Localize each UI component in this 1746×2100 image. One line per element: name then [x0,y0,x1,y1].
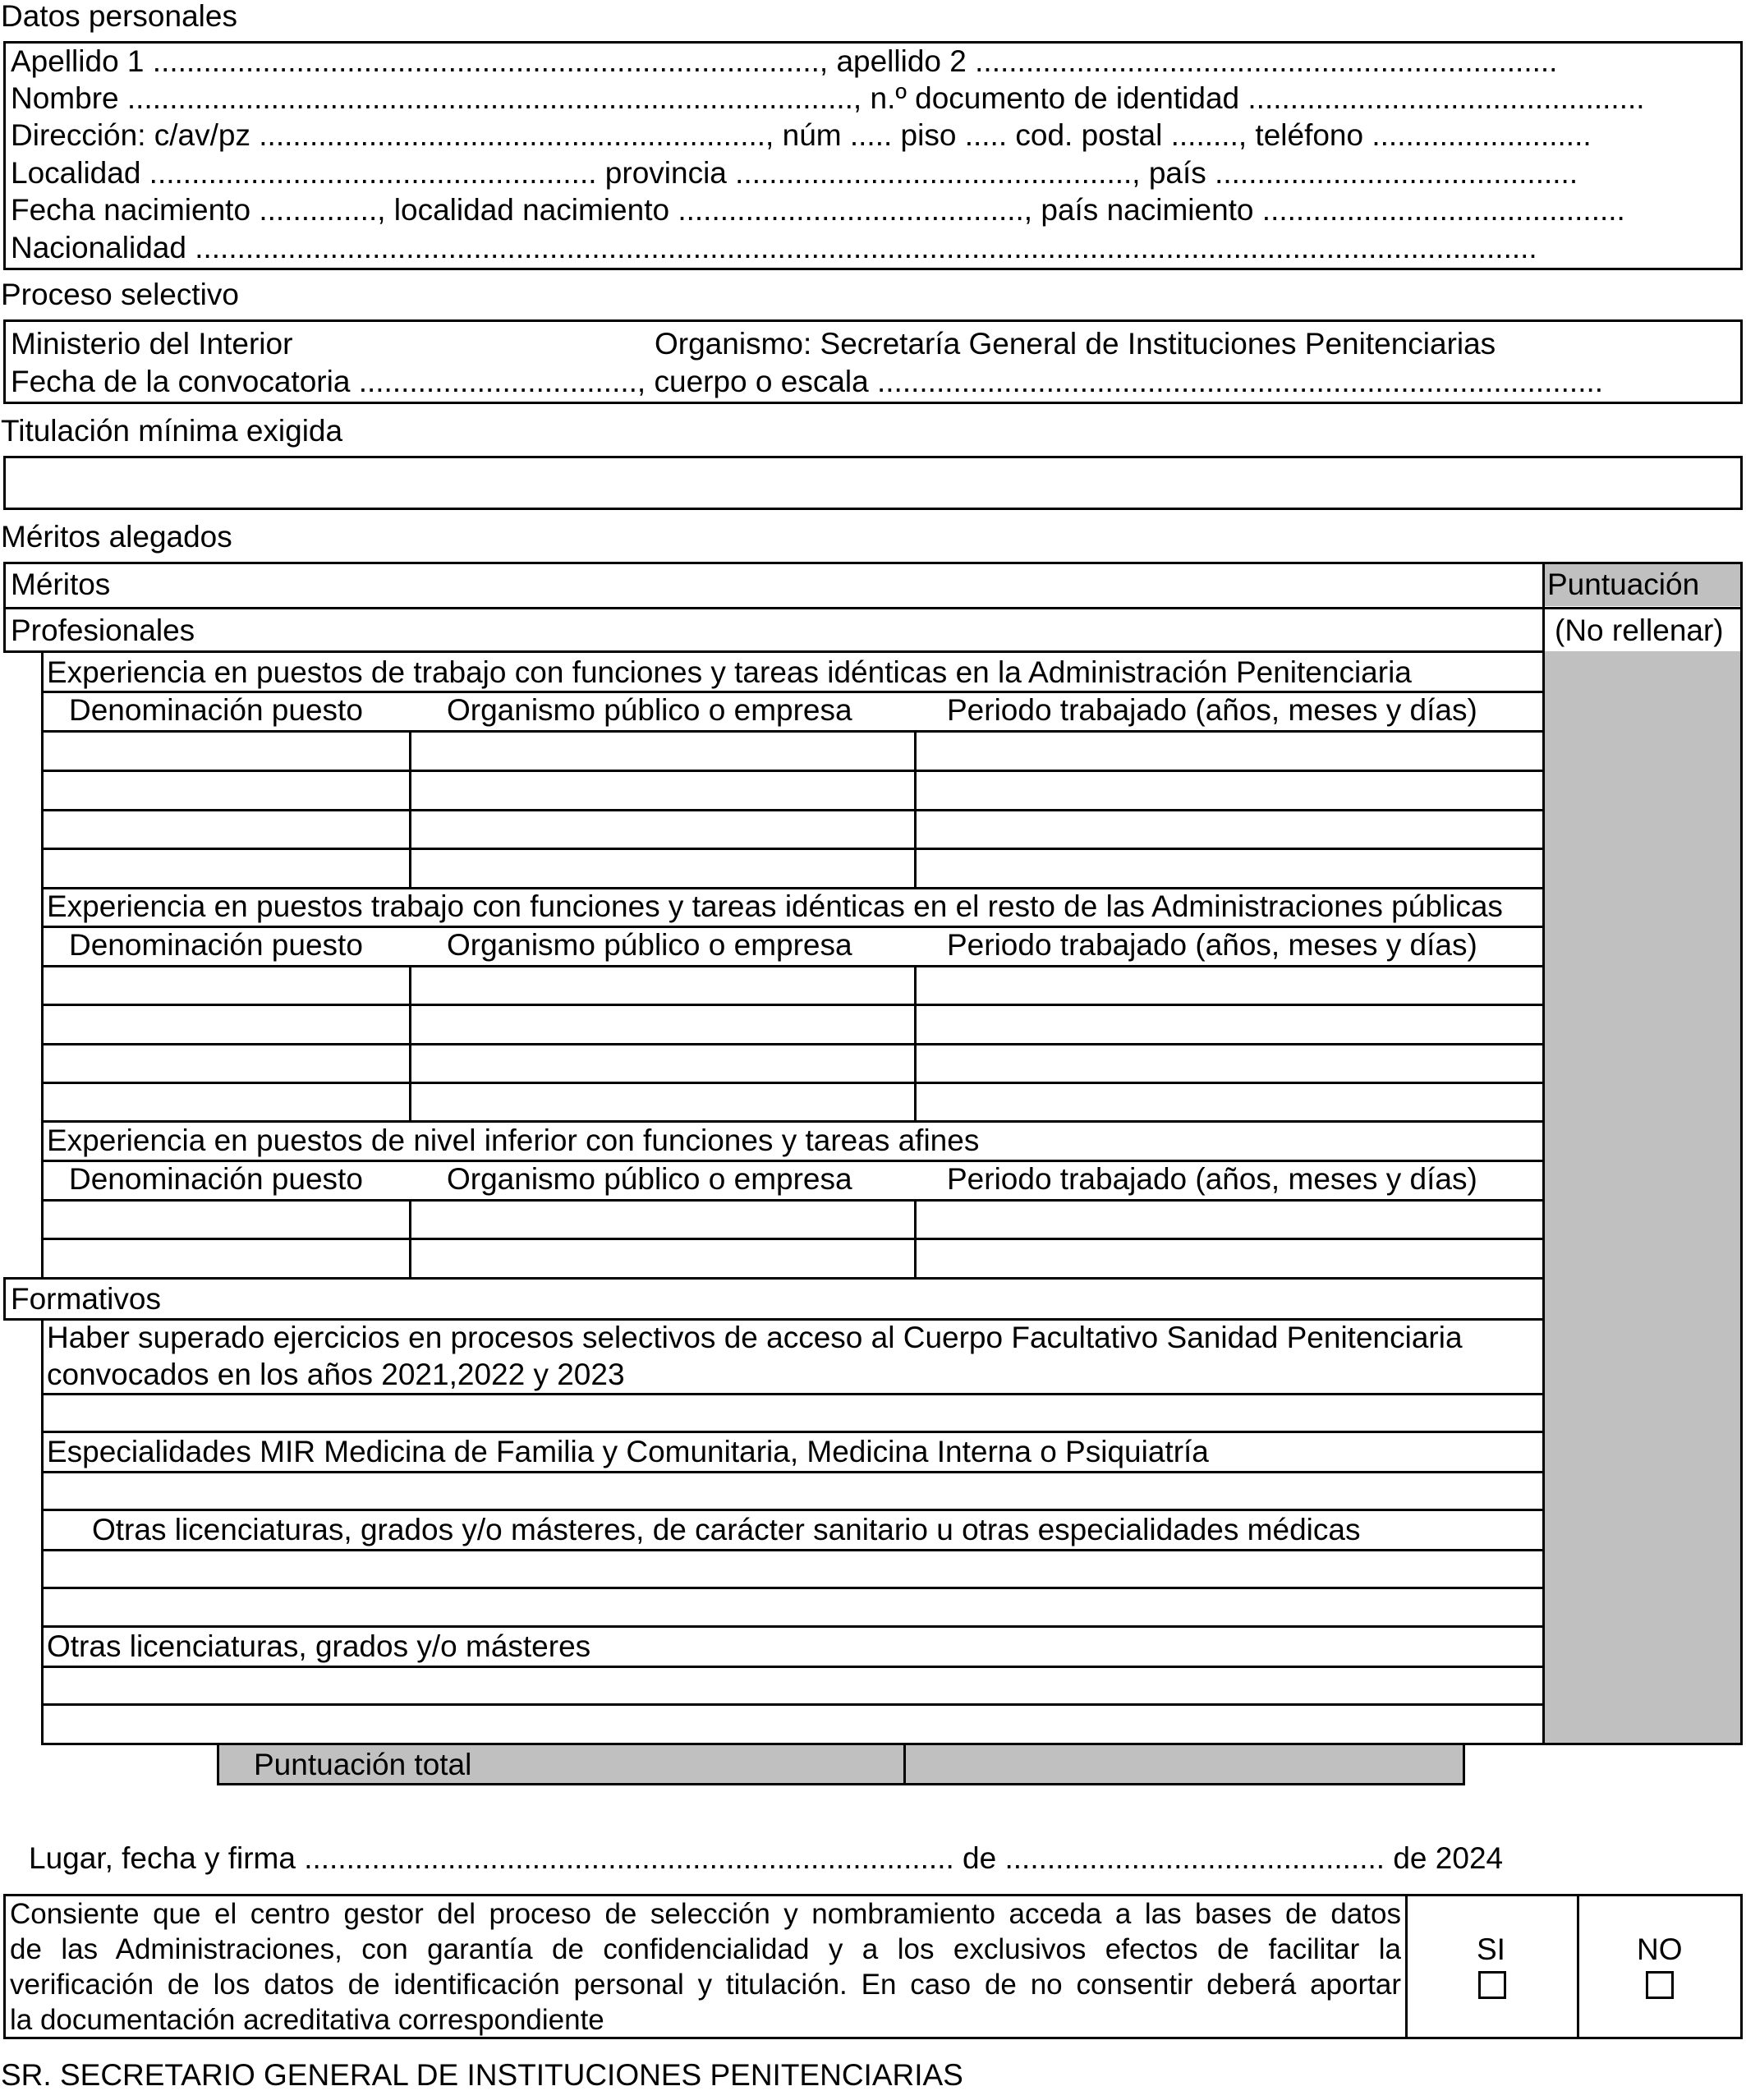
destinatario-footer: SR. SECRETARIO GENERAL DE INSTITUCIONES PENITENCIARIAS [1,2058,963,2092]
exp-inferior-label: Experiencia en puestos de nivel inferior con funciones y tareas afines [47,1124,980,1157]
no-checkbox[interactable] [1646,1971,1674,1999]
consentimiento-line-3: verificación de los datos de identificación personal y titulación. En caso de no consentir deberá aportar [10,1969,1401,2001]
fecha-nacimiento-line[interactable]: Fecha nacimiento .............., localidad nacimiento ........................................., país nacimiento ........................................... [11,193,1625,227]
formativos-label: Formativos [11,1282,161,1316]
puntuacion-total-value [906,1745,1463,1783]
penit-row-2-denominacion[interactable] [43,772,409,809]
puntuacion-column [1544,609,1741,1743]
titulacion-field[interactable] [3,456,1743,510]
col-header-denominacion: Denominación puesto [69,1162,363,1196]
inferior-row-2-organismo[interactable] [411,1240,914,1277]
direccion-line[interactable]: Dirección: c/av/pz ............................................................, núm ..... piso ..... cod. postal ........, teléfono .......................... [11,118,1592,152]
resto-row-4-denominacion[interactable] [43,1084,409,1120]
no-rellenar-label: (No rellenar) [1555,613,1724,647]
col-header-periodo: Periodo trabajado (años, meses y días) [947,693,1477,727]
exp-penitenciaria-label: Experiencia en puestos de trabajo con funciones y tareas idénticas en la Administración Penitenciaria [47,655,1412,689]
section-title-meritos: Méritos alegados [1,520,232,554]
rule [41,1431,1544,1433]
profesionales-row [3,607,1545,653]
nacionalidad-line[interactable]: Nacionalidad ............................................................................................................................................................... [11,231,1537,264]
resto-row-3-denominacion[interactable] [43,1045,409,1082]
consentimiento-line-1: Consiente que el centro gestor del proceso de selección y nombramiento acceda a las bases de datos [10,1898,1401,1930]
col-header-organismo: Organismo público o empresa [447,928,852,962]
resto-row-4-organismo[interactable] [411,1084,914,1120]
inferior-row-1-denominacion[interactable] [43,1202,409,1238]
penit-row-4-denominacion[interactable] [43,850,409,887]
rule [41,1625,1544,1628]
si-label: SI [1477,1932,1505,1966]
rule [217,1783,1465,1785]
penit-row-1-periodo[interactable] [917,733,1542,770]
exp-resto-label: Experiencia en puestos trabajo con funciones y tareas idénticas en el resto de las Administraciones públicas [47,889,1503,923]
penit-row-2-periodo[interactable] [917,772,1542,809]
resto-row-2-organismo[interactable] [411,1006,914,1043]
consentimiento-line-2: de las Administraciones, con garantía de confidencialidad y a los exclusivos efectos de facilitar la [10,1933,1401,1965]
especialidades-field[interactable] [43,1473,1542,1509]
si-checkbox[interactable] [1478,1971,1506,1999]
otras-label: Otras licenciaturas, grados y/o másteres [47,1629,591,1663]
fecha-convocatoria-line[interactable]: Fecha de la convocatoria ................................., cuerpo o escala ...................................................................................... [11,365,1604,398]
resto-row-1-organismo[interactable] [411,967,914,1004]
meritos-header-label: Méritos [11,568,111,601]
penit-row-1-organismo[interactable] [411,733,914,770]
penit-row-1-denominacion[interactable] [43,733,409,770]
resto-row-1-periodo[interactable] [917,967,1542,1004]
penit-row-2-organismo[interactable] [411,772,914,809]
col-header-denominacion: Denominación puesto [69,928,363,962]
penit-row-3-denominacion[interactable] [43,811,409,848]
lugar-fecha-firma-line[interactable]: Lugar, fecha y firma ............................................................................. de ............................................. de 2024 [29,1841,1504,1875]
rule [41,1509,1544,1511]
rule [1463,1743,1465,1785]
haber-superado-label-2: convocados en los años 2021,2022 y 2023 [47,1358,625,1391]
rule [1577,1894,1579,2039]
col-header-organismo: Organismo público o empresa [447,1162,852,1196]
inferior-row-1-periodo[interactable] [917,1202,1542,1238]
rule [1405,1894,1408,2039]
section-title-datos-personales: Datos personales [1,0,237,33]
section-title-proceso-selectivo: Proceso selectivo [1,278,239,311]
inferior-row-1-organismo[interactable] [411,1202,914,1238]
especialidades-label: Especialidades MIR Medicina de Familia y Comunitaria, Medicina Interna o Psiquiatría [47,1435,1209,1468]
resto-row-3-organismo[interactable] [411,1045,914,1082]
puntuacion-divider [1542,562,1545,1745]
penit-row-3-organismo[interactable] [411,811,914,848]
formativos-row [3,1277,1545,1321]
otras-field-1[interactable] [43,1668,1542,1703]
profesionales-label: Profesionales [11,613,195,647]
no-label: NO [1637,1932,1683,1966]
col-header-denominacion: Denominación puesto [69,693,363,727]
otras-sanitarias-label: Otras licenciaturas, grados y/o másteres, de carácter sanitario u otras especialidades médicas [92,1513,1361,1546]
rule [217,1743,219,1785]
section-title-titulacion: Titulación mínima exigida [1,414,343,448]
right-border [1740,562,1743,1745]
otras-sanitarias-field-1[interactable] [43,1551,1542,1587]
resto-row-4-periodo[interactable] [917,1084,1542,1120]
resto-row-3-periodo[interactable] [917,1045,1542,1082]
resto-row-2-periodo[interactable] [917,1006,1542,1043]
nombre-dni-line[interactable]: Nombre ......................................................................................, n.º documento de identidad ............................................... [11,81,1645,115]
otras-field-2[interactable] [43,1706,1542,1742]
puntuacion-total-label: Puntuación total [254,1748,472,1781]
col-header-periodo: Periodo trabajado (años, meses y días) [947,1162,1477,1196]
localidad-line[interactable]: Localidad ..................................................... provincia ..............................................., país ........................................... [11,156,1578,190]
resto-row-1-denominacion[interactable] [43,967,409,1004]
penit-row-4-periodo[interactable] [917,850,1542,887]
inferior-row-2-periodo[interactable] [917,1240,1542,1277]
resto-row-2-denominacion[interactable] [43,1006,409,1043]
apellidos-line[interactable]: Apellido 1 ..............................................................................., apellido 2 ..................................................................... [11,44,1558,78]
meritos-header-row [3,562,1743,609]
inferior-row-2-denominacion[interactable] [43,1240,409,1277]
otras-sanitarias-field-2[interactable] [43,1589,1542,1625]
col-header-organismo: Organismo público o empresa [447,693,852,727]
col-header-periodo: Periodo trabajado (años, meses y días) [947,928,1477,962]
penit-row-4-organismo[interactable] [411,850,914,887]
consentimiento-line-4: la documentación acreditativa correspondiente [10,2004,604,2036]
haber-superado-field[interactable] [43,1395,1542,1431]
consentimiento-text [10,1896,1401,2038]
penit-row-3-periodo[interactable] [917,811,1542,848]
puntuacion-header-label: Puntuación [1547,568,1700,601]
haber-superado-label-1: Haber superado ejercicios en procesos selectivos de acceso al Cuerpo Facultativo Sanidad Penitenciaria [47,1321,1463,1354]
organismo-label: Organismo: Secretaría General de Instituciones Penitenciarias [655,327,1496,361]
ministerio-label: Ministerio del Interior [11,327,293,361]
